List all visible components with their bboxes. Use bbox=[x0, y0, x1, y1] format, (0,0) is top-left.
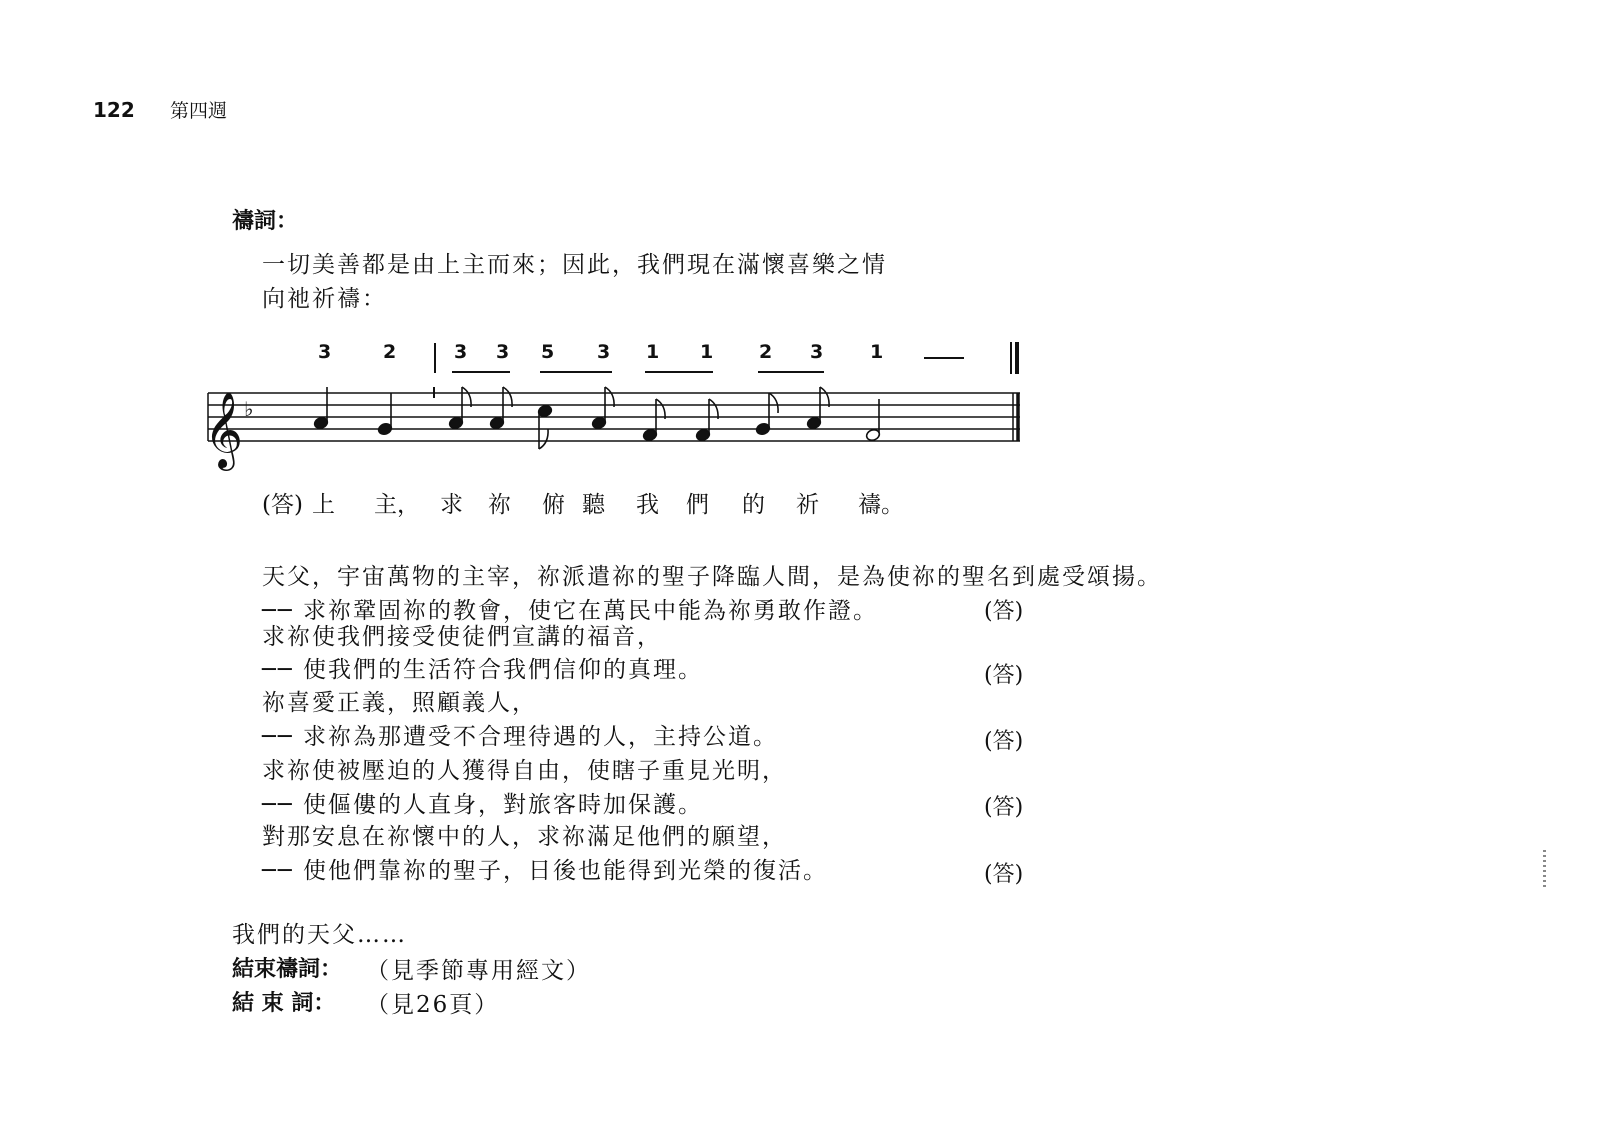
jianpu-note: 3 bbox=[496, 341, 510, 363]
jianpu-note: 3 bbox=[597, 341, 611, 363]
prayer-label: 禱詞： bbox=[232, 209, 299, 234]
response-marker: (答) bbox=[984, 729, 1024, 754]
closing-prayer-label: 結束禱詞： bbox=[232, 957, 343, 982]
jianpu-note: 3 bbox=[454, 341, 468, 363]
staff-note bbox=[377, 393, 393, 436]
intercession-line: 求祢使我們接受使徒們宣講的福音， bbox=[262, 624, 662, 650]
intercession-line: ── 求祢鞏固祢的教會，使它在萬民中能為祢勇敢作證。 bbox=[262, 598, 879, 624]
response-word: 禱。 bbox=[858, 492, 904, 518]
svg-text:𝄞: 𝄞 bbox=[204, 391, 244, 468]
response-word: 們 bbox=[686, 492, 709, 518]
response-marker: (答) bbox=[984, 599, 1024, 624]
dismissal-label: 結 束 詞： bbox=[232, 991, 336, 1016]
jianpu-note: 5 bbox=[541, 341, 555, 363]
jianpu-note: 2 bbox=[759, 341, 773, 363]
our-father: 我們的天父…… bbox=[232, 922, 407, 948]
intercession-line: 求祢使被壓迫的人獲得自由，使瞎子重見光明， bbox=[262, 758, 787, 784]
page-number: 122 bbox=[93, 98, 135, 122]
jianpu-note: 3 bbox=[318, 341, 332, 363]
intercession-line: ── 求祢為那遭受不合理待遇的人，主持公道。 bbox=[262, 724, 779, 750]
dismissal-text: （見26頁） bbox=[366, 992, 500, 1018]
intro-line-2: 向祂祈禱： bbox=[262, 286, 387, 312]
jianpu-note: 1 bbox=[646, 341, 660, 363]
svg-text:♭: ♭ bbox=[244, 397, 254, 421]
intercession-line: 天父，宇宙萬物的主宰，祢派遣祢的聖子降臨人間，是為使祢的聖名到處受頌揚。 bbox=[262, 564, 1162, 590]
response-marker: (答) bbox=[984, 663, 1024, 688]
response-word: 主， bbox=[374, 492, 420, 518]
intercession-line: ── 使我們的生活符合我們信仰的真理。 bbox=[262, 657, 704, 683]
response-word: 祈 bbox=[796, 492, 819, 518]
scan-artifact bbox=[1543, 850, 1546, 890]
closing-prayer-text: （見季節專用經文） bbox=[366, 958, 591, 984]
response-word: 祢 bbox=[488, 492, 511, 518]
flat-sign-icon bbox=[244, 397, 253, 421]
response-word: 我 bbox=[636, 492, 659, 518]
jianpu-note: 1 bbox=[870, 341, 884, 363]
intercession-line: ── 使傴僂的人直身，對旅客時加保護。 bbox=[262, 792, 704, 818]
jianpu-note: 3 bbox=[810, 341, 824, 363]
jianpu-note: 2 bbox=[383, 341, 397, 363]
week-title: 第四週 bbox=[170, 100, 228, 122]
response-word: 求 bbox=[440, 492, 463, 518]
response-word: 俯 bbox=[542, 492, 565, 518]
response-word: 聽 bbox=[582, 492, 605, 518]
response-marker: (答) bbox=[262, 492, 303, 518]
intercession-line: ── 使他們靠祢的聖子，日後也能得到光榮的復活。 bbox=[262, 858, 829, 884]
response-marker: (答) bbox=[984, 862, 1024, 887]
response-word: 的 bbox=[742, 492, 765, 518]
treble-clef-icon bbox=[204, 391, 243, 471]
response-word: 上 bbox=[312, 492, 335, 518]
jianpu-note: 1 bbox=[700, 341, 714, 363]
intercession-line: 對那安息在祢懷中的人，求祢滿足他們的願望， bbox=[262, 824, 787, 850]
intro-line-1: 一切美善都是由上主而來；因此，我們現在滿懷喜樂之情 bbox=[262, 252, 887, 278]
intercession-line: 祢喜愛正義，照顧義人， bbox=[262, 690, 537, 716]
response-marker: (答) bbox=[984, 795, 1024, 820]
staff-note bbox=[537, 404, 553, 449]
